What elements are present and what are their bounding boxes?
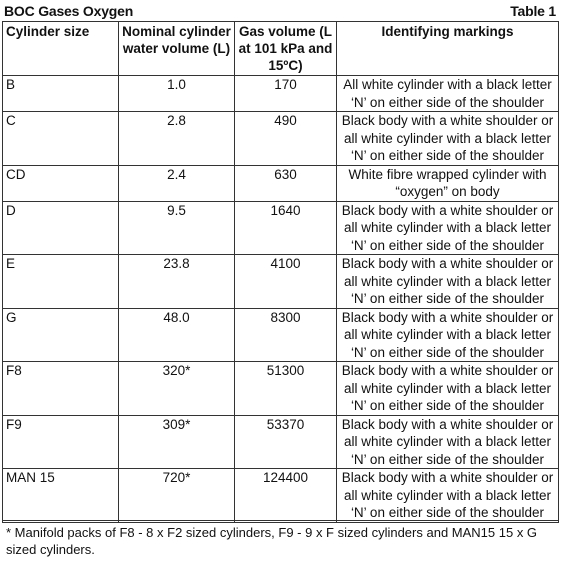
cell-identifying-markings: Black body with a white shoulder or all white cylinder with a black letter ‘N’ on either side of the shoulder (337, 469, 559, 523)
cell-water-volume: 48.0 (119, 308, 235, 362)
table-row (3, 362, 559, 416)
table-header-row (3, 22, 559, 76)
cell-gas-volume: 124400 (235, 469, 337, 523)
cell-cylinder-size: F9 (3, 415, 119, 469)
table-row (3, 415, 559, 469)
table-row (3, 308, 559, 362)
cell-gas-volume: 51300 (235, 362, 337, 416)
cell-gas-volume: 630 (235, 165, 337, 201)
cell-cylinder-size: D (3, 201, 119, 255)
table-row (3, 165, 559, 201)
cell-water-volume: 309* (119, 415, 235, 469)
column-header-gas-volume: Gas volume (L at 101 kPa and 15ºC) (235, 22, 337, 76)
oxygen-cylinder-table (2, 21, 559, 523)
cell-gas-volume: 1640 (235, 201, 337, 255)
table-row (3, 201, 559, 255)
cell-identifying-markings: White fibre wrapped cylinder with “oxygen” on body (337, 165, 559, 201)
table-row (3, 469, 559, 523)
cell-water-volume: 1.0 (119, 76, 235, 112)
cell-identifying-markings: Black body with a white shoulder or all white cylinder with a black letter ‘N’ on either side of the shoulder (337, 308, 559, 362)
cell-identifying-markings: Black body with a white shoulder or all white cylinder with a black letter ‘N’ on either side of the shoulder (337, 415, 559, 469)
table-footnote: * Manifold packs of F8 - 8 x F2 sized cylinders, F9 - 9 x F sized cylinders and MAN15 15 x G sized cylinders. (2, 520, 558, 558)
cell-water-volume: 720* (119, 469, 235, 523)
cell-gas-volume: 8300 (235, 308, 337, 362)
cell-cylinder-size: G (3, 308, 119, 362)
cell-cylinder-size: F8 (3, 362, 119, 416)
column-header-water-volume: Nominal cylinder water volume (L) (119, 22, 235, 76)
cell-identifying-markings: All white cylinder with a black letter ‘N’ on either side of the shoulder (337, 76, 559, 112)
cell-gas-volume: 490 (235, 112, 337, 166)
cell-water-volume: 2.8 (119, 112, 235, 166)
table-title-bar (2, 2, 558, 20)
cell-water-volume: 23.8 (119, 255, 235, 309)
cell-identifying-markings: Black body with a white shoulder or all white cylinder with a black letter ‘N’ on either side of the shoulder (337, 112, 559, 166)
cell-water-volume: 9.5 (119, 201, 235, 255)
cell-cylinder-size: E (3, 255, 119, 309)
cell-water-volume: 320* (119, 362, 235, 416)
cell-cylinder-size: B (3, 76, 119, 112)
cell-gas-volume: 170 (235, 76, 337, 112)
cell-cylinder-size: C (3, 112, 119, 166)
cell-gas-volume: 53370 (235, 415, 337, 469)
table-title: BOC Gases Oxygen (4, 3, 134, 19)
table-number: Table 1 (510, 3, 556, 19)
table-row (3, 255, 559, 309)
table-row (3, 76, 559, 112)
column-header-identifying-markings: Identifying markings (337, 22, 559, 76)
cell-water-volume: 2.4 (119, 165, 235, 201)
cell-gas-volume: 4100 (235, 255, 337, 309)
cell-identifying-markings: Black body with a white shoulder or all white cylinder with a black letter ‘N’ on either side of the shoulder (337, 201, 559, 255)
cell-cylinder-size: MAN 15 (3, 469, 119, 523)
cell-identifying-markings: Black body with a white shoulder or all white cylinder with a black letter ‘N’ on either side of the shoulder (337, 362, 559, 416)
cell-cylinder-size: CD (3, 165, 119, 201)
column-header-cylinder-size: Cylinder size (3, 22, 119, 76)
cell-identifying-markings: Black body with a white shoulder or all white cylinder with a black letter ‘N’ on either side of the shoulder (337, 255, 559, 309)
table-row (3, 112, 559, 166)
